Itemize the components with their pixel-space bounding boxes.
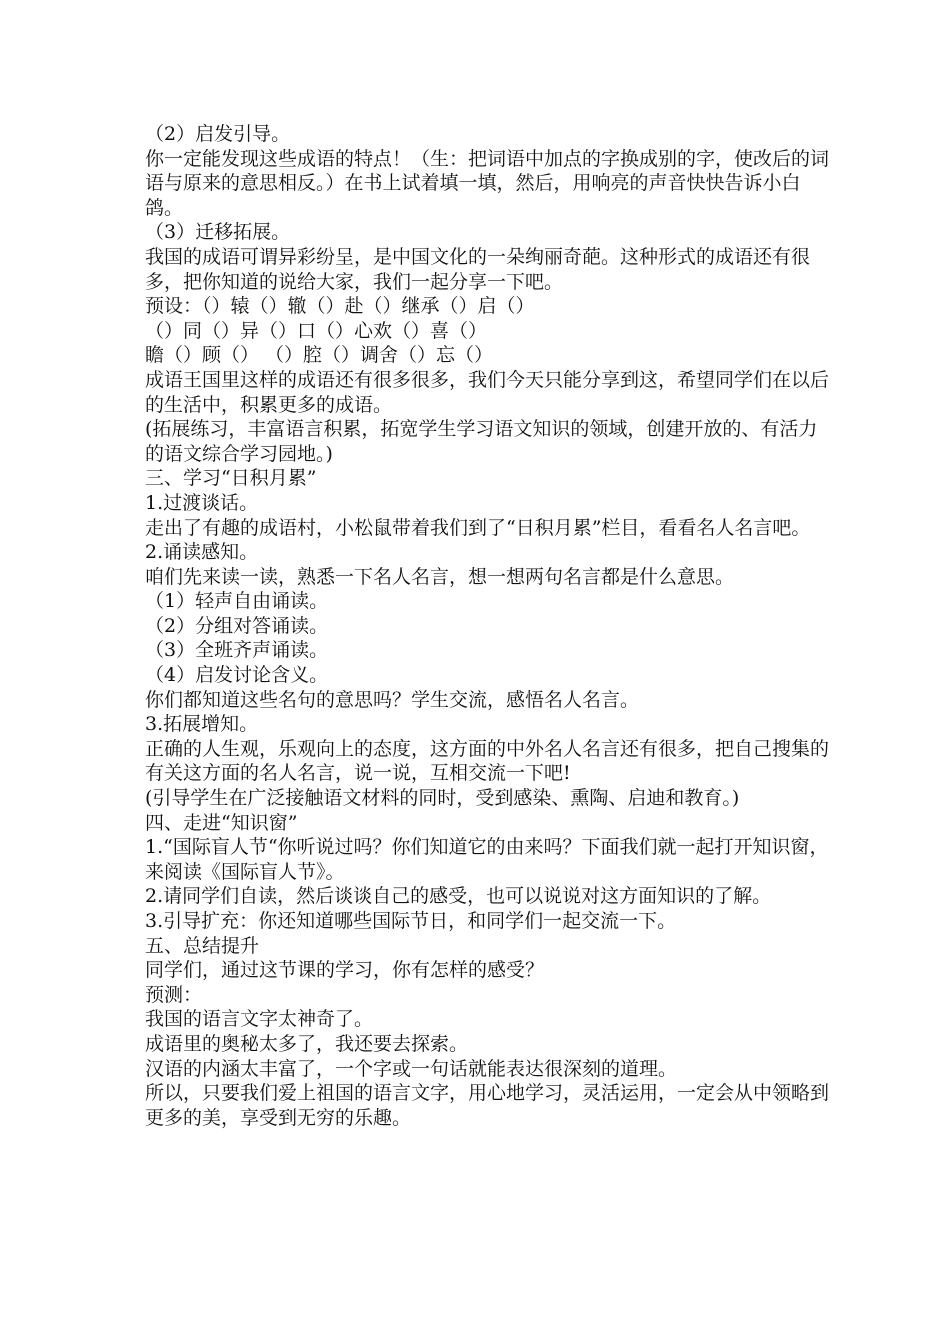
paragraph-preset-line-1: 预设：（）辕（）辙（）赴（）继承（）启（）	[145, 295, 535, 318]
paragraph-step-3: 3.拓展增知。	[145, 713, 259, 736]
paragraph-transition-talk: 走出了有趣的成语村，小松鼠带着我们到了“日积月累”栏目，看看名人名言吧。	[145, 516, 811, 539]
paragraph-knowledge-3: 3.引导扩充：你还知道哪些国际节日，和同学们一起交流一下。	[145, 910, 677, 932]
paragraph-prediction-label: 预测：	[145, 983, 203, 1006]
paragraph-conclusion: 所以，只要我们爱上祖国的语言文字，用心地学习，灵活运用，一定会从中领略到更多的美，享受到无穷的乐趣。	[145, 1082, 830, 1129]
paragraph-summary-question: 同学们，通过这节课的学习，你有怎样的感受？	[145, 959, 545, 982]
paragraph-idiom-culture: 我国的成语可谓异彩纷呈，是中国文化的一朵绚丽奇葩。这种形式的成语还有很多，把你知道的说给大家，我们一起分享一下吧。	[145, 245, 811, 293]
paragraph-prediction-3: 汉语的内涵太丰富了，一个字或一句话就能表达很深刻的道理。	[145, 1057, 678, 1080]
paragraph-life-view: 正确的人生观，乐观向上的态度，这方面的中外名人名言还有很多，把自己搜集的有关这方面的名人名言，说一说，互相交流一下吧!	[145, 737, 830, 785]
paragraph-prediction-1: 我国的语言文字太神奇了。	[145, 1008, 374, 1031]
paragraph-extension-note: (拓展练习，丰富语言积累，拓宽学生学习语文知识的领域，创建开放的、有活力的语文综合学习园地。)	[145, 418, 818, 465]
paragraph-read-2: （2）分组对答诵读。	[145, 614, 329, 637]
paragraph-read-1: （1）轻声自由诵读。	[145, 590, 329, 613]
paragraph-prediction-2: 成语里的奥秘太多了，我还要去探索。	[145, 1032, 469, 1055]
paragraph-read-intro: 咱们先来读一读，熟悉一下名人名言，想一想两句名言都是什么意思。	[145, 565, 735, 588]
paragraph-idiom-kingdom: 成语王国里这样的成语还有很多很多，我们今天只能分享到这，希望同学们在以后的生活中，积累更多的成语。	[145, 368, 830, 416]
paragraph-knowledge-1: 1.“国际盲人节“你听说过吗？你们知道它的由来吗？下面我们就一起打开知识窗，来阅读《国际盲人节》。	[145, 836, 829, 883]
section-heading-3: 三、学习“日积月累”	[145, 467, 317, 490]
paragraph-read-4: （4）启发讨论含义。	[145, 664, 329, 687]
paragraph-knowledge-2: 2.请同学们自读，然后谈谈自己的感受，也可以说说对这方面知识的了解。	[145, 885, 772, 908]
paragraph-preset-line-3: 瞻（）顾（） （）腔（）调舍（）忘（）	[145, 344, 494, 367]
section-heading-5: 五、总结提升	[145, 934, 260, 957]
paragraph-subheading-guide: （2）启发引导。	[145, 123, 291, 145]
paragraph-step-1: 1.过渡谈话。	[145, 491, 259, 514]
section-heading-4: 四、走进“知识窗”	[145, 811, 298, 834]
paragraph-read-3: （3）全班齐声诵读。	[145, 639, 329, 662]
paragraph-preset-line-2: （）同（）异（）口（）心欢（）喜（）	[145, 319, 488, 342]
paragraph-step-2: 2.诵读感知。	[145, 541, 259, 564]
paragraph-guide-note: (引导学生在广泛接触语文材料的同时，受到感染、熏陶、启迪和教育。)	[145, 787, 740, 810]
paragraph-idiom-feature: 你一定能发现这些成语的特点！（生：把词语中加点的字换成别的字，使改后的词语与原来的意思相反。）在书上试着填一填，然后，用响亮的声音快快告诉小白鸽。	[145, 147, 830, 219]
paragraph-subheading-transfer: （3）迁移拓展。	[145, 221, 291, 244]
paragraph-meaning-question: 你们都知道这些名句的意思吗？学生交流，感悟名人名言。	[145, 688, 640, 711]
document-body	[145, 122, 835, 1130]
